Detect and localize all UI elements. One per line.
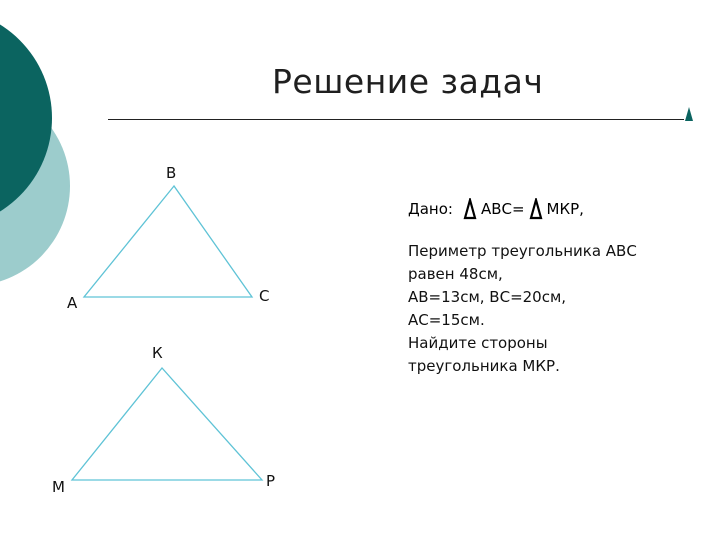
vertex-label-p: Р	[266, 472, 276, 490]
problem-line: треугольника МКР.	[408, 357, 560, 375]
problem-line: АС=15см.	[408, 311, 485, 329]
problem-line: АВ=13см, ВС=20см,	[408, 288, 567, 306]
problem-line: Периметр треугольника АВС	[408, 242, 637, 260]
problem-text	[408, 240, 708, 378]
given-triangle-mkp: МКР,	[546, 200, 584, 218]
given-label: Дано:	[408, 200, 453, 218]
corner-marker-icon	[684, 106, 694, 122]
vertex-label-a: А	[67, 294, 78, 312]
triangle-abc	[84, 186, 252, 297]
problem-line: Найдите стороны	[408, 334, 548, 352]
given-statement	[408, 198, 584, 220]
triangle-symbol-icon	[463, 198, 477, 220]
slide-title: Решение задач	[272, 62, 544, 101]
vertex-label-k: К	[152, 344, 163, 362]
problem-line: равен 48см,	[408, 265, 503, 283]
vertex-label-b: В	[166, 164, 177, 182]
vertex-label-m: М	[52, 478, 65, 496]
given-triangle-abc: АВС=	[480, 200, 525, 218]
vertex-label-c: С	[259, 287, 270, 305]
triangle-symbol-icon	[529, 198, 543, 220]
triangle-mkp	[72, 368, 262, 480]
